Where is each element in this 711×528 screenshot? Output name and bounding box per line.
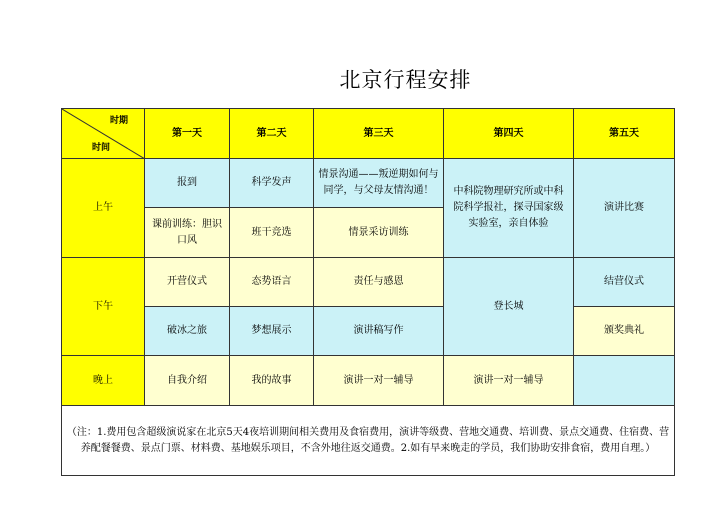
day-header-5: 第五天: [574, 109, 675, 159]
corner-top-label: 时期: [109, 116, 128, 126]
footnote: （注：1.费用包含超级演说家在北京5天4夜培训期间相关费用及食宿费用，演讲等级费、营地交通费、培训费、景点交通费、住宿费、营养配餐餐费、景点门票、材料费、基地娱乐项目，不含外地往返交通费。2.如有早来晚走的学员，我们协助安排食宿，费用自理。）: [62, 406, 675, 476]
cell-e-d1: 自我介绍: [145, 356, 230, 406]
header-row: [62, 109, 675, 159]
cell-a2-d2: 梦想展示: [230, 307, 314, 356]
day-header-2: 第二天: [230, 109, 314, 159]
slot-evening: 晚上: [62, 356, 145, 406]
table-row: [62, 356, 675, 406]
page-title: 北京行程安排: [339, 68, 472, 92]
day-header-4: 第四天: [444, 109, 574, 159]
cell-m1-d3: 情景沟通——叛逆期如何与同学，与父母友情沟通！: [314, 159, 444, 208]
schedule-table: [61, 108, 675, 476]
note-row: [62, 406, 675, 476]
cell-e-d5: [574, 356, 675, 406]
day-header-1: 第一天: [145, 109, 230, 159]
cell-a1-d5: 结营仪式: [574, 258, 675, 307]
cell-a2-d1: 破冰之旅: [145, 307, 230, 356]
cell-e-d2: 我的故事: [230, 356, 314, 406]
corner-cell: [62, 109, 145, 159]
cell-m-d4: 中科院物理研究所或中科院科学报社，探寻国家级实验室，亲自体验: [444, 159, 574, 258]
cell-m2-d2: 班干竞选: [230, 208, 314, 258]
cell-e-d4: 演讲一对一辅导: [444, 356, 574, 406]
slot-morning: 上午: [62, 159, 145, 258]
cell-a2-d3: 演讲稿写作: [314, 307, 444, 356]
table-row: [62, 258, 675, 307]
slot-afternoon: 下午: [62, 258, 145, 356]
cell-m1-d1: 报到: [145, 159, 230, 208]
corner-bottom-label: 时间: [92, 143, 111, 153]
cell-e-d3: 演讲一对一辅导: [314, 356, 444, 406]
table-row: [62, 307, 675, 356]
cell-m1-d2: 科学发声: [230, 159, 314, 208]
day-header-3: 第三天: [314, 109, 444, 159]
cell-m-d5: 演讲比赛: [574, 159, 675, 258]
cell-m2-d1: 课前训练：胆识口风: [145, 208, 230, 258]
cell-a1-d1: 开营仪式: [145, 258, 230, 307]
cell-a1-d2: 态势语言: [230, 258, 314, 307]
cell-m2-d3: 情景采访训练: [314, 208, 444, 258]
cell-a-d4: 登长城: [444, 258, 574, 356]
cell-a1-d3: 责任与感恩: [314, 258, 444, 307]
table-row: [62, 159, 675, 208]
cell-a2-d5: 颁奖典礼: [574, 307, 675, 356]
